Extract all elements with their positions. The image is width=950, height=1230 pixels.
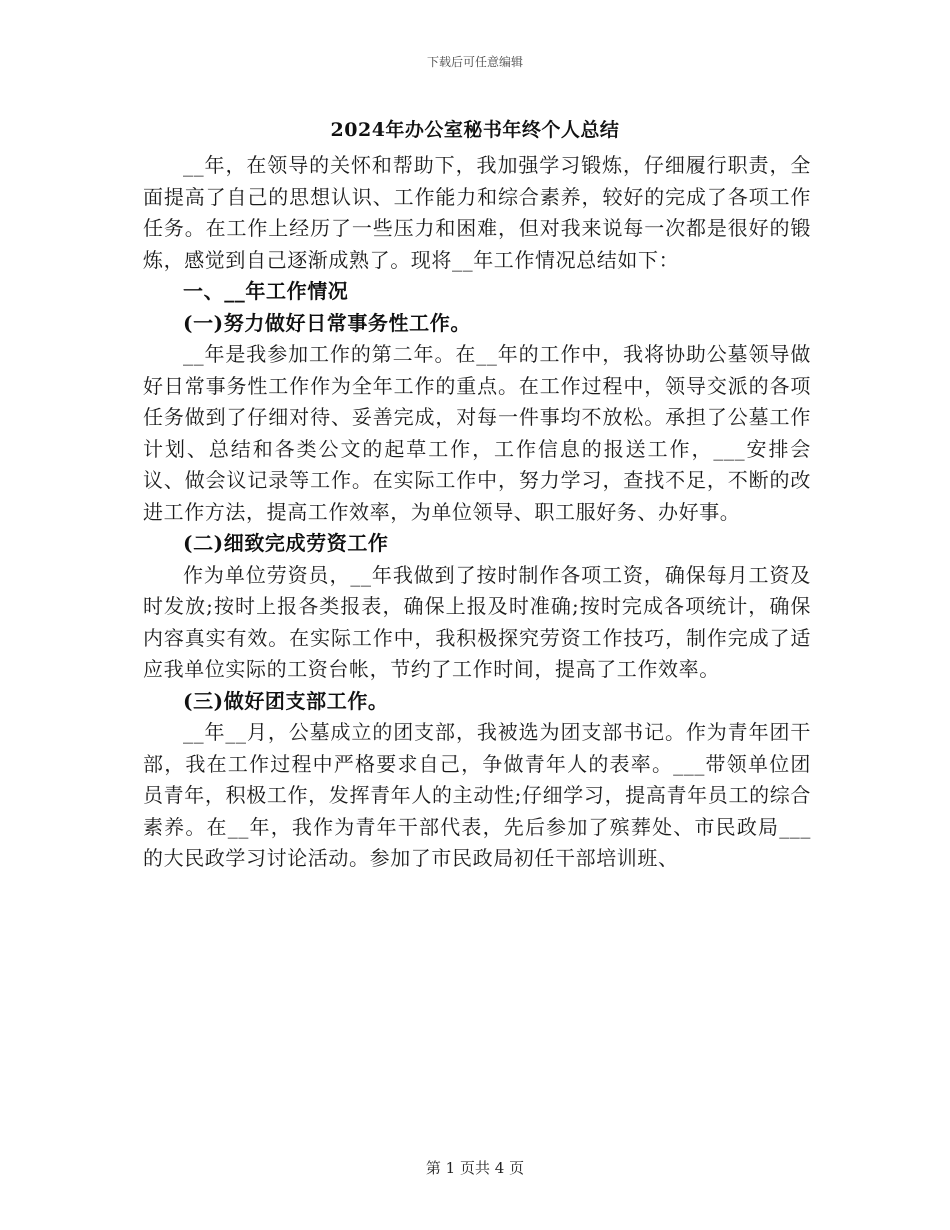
paragraph-youth-league-work: __年__月，公墓成立的团支部，我被选为团支部书记。作为青年团干部，我在工作过程中严格要求自己，争做青年人的表率。___带领单位团员青年，积极工作，发挥青年人的主动性;仔细学习，提高青年员工的综合素养。在__年，我作为青年干部代表，先后参加了殡葬处、市民政局___的大民政学习讨论活动。参加了市民政局初任干部培训班、 bbox=[143, 720, 811, 870]
paragraph-payroll-work: 作为单位劳资员，__年我做到了按时制作各项工资，确保每月工资及时发放;按时上报各类报表，确保上报及时准确;按时完成各项统计，确保内容真实有效。在实际工作中，我积极探究劳资工作技巧，制作完成了适应我单位实际的工资台帐，节约了工作时间，提高了工作效率。 bbox=[143, 562, 811, 681]
subsection-heading-2: (二)细致完成劳资工作 bbox=[183, 531, 389, 555]
subsection-heading-3: (三)做好团支部工作。 bbox=[183, 688, 389, 713]
intro-paragraph: __年，在领导的关怀和帮助下，我加强学习锻炼，仔细履行职责，全面提高了自己的思想认识、工作能力和综合素养，较好的完成了各项工作任务。在工作上经历了一些压力和困难，但对我来说每一次都是很好的锻炼，感觉到自己逐渐成熟了。现将__年工作情况总结如下： bbox=[143, 153, 811, 272]
paragraph-routine-work: __年是我参加工作的第二年。在__年的工作中，我将协助公墓领导做好日常事务性工作作为全年工作的重点。在工作过程中，领导交派的各项任务做到了仔细对待、妥善完成，对每一件事均不放松。承担了公墓工作计划、总结和各类公文的起草工作，工作信息的报送工作，___安排会议、做会议记录等工作。在实际工作中，努力学习，查找不足，不断的改进工作方法，提高工作效率，为单位领导、职工服好务、办好事。 bbox=[143, 342, 811, 524]
section-heading-1: 一、__年工作情况 bbox=[183, 279, 349, 303]
subsection-heading-1: (一)努力做好日常事务性工作。 bbox=[183, 310, 471, 335]
header-note: 下载后可任意编辑 bbox=[426, 55, 523, 69]
document-title: 2024年办公室秘书年终个人总结 bbox=[330, 119, 620, 141]
page-footer: 第 1 页共 4 页 bbox=[425, 1159, 525, 1177]
document-body bbox=[143, 150, 811, 875]
